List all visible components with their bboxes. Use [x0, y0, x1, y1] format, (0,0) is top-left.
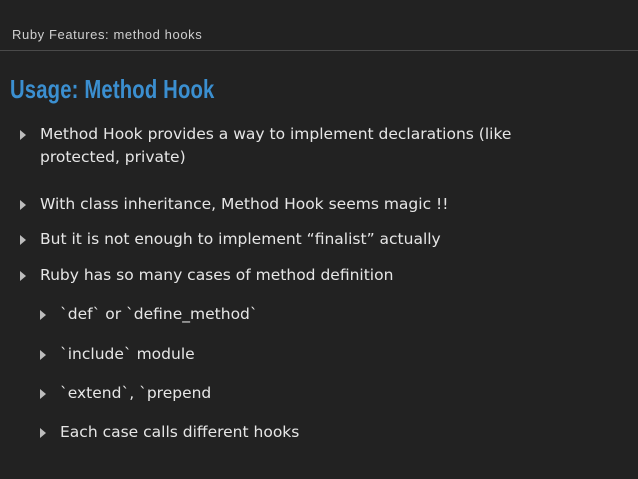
sub-bullet-item [40, 303, 560, 326]
sub-bullet-text: `include` module [60, 345, 195, 363]
bullet-text: Method Hook provides a way to implement declarations (like protected, private) [40, 125, 512, 166]
slide-title: Usage: Method Hook [10, 74, 215, 104]
bullet-text: Ruby has so many cases of method definition [40, 266, 394, 284]
sub-bullet-item [40, 343, 560, 366]
bullet-arrow-icon [20, 130, 26, 140]
sub-bullet-item [40, 382, 560, 405]
sub-bullet-text: Each case calls different hooks [60, 423, 300, 441]
slide-header: Ruby Features: method hooks [12, 27, 203, 42]
bullet-arrow-icon [40, 428, 46, 438]
bullet-item [20, 193, 580, 216]
header-divider [0, 50, 638, 51]
bullet-arrow-icon [40, 350, 46, 360]
sub-bullet-text: `def` or `define_method` [60, 305, 258, 323]
bullet-text: With class inheritance, Method Hook seems magic !! [40, 195, 449, 213]
bullet-arrow-icon [20, 235, 26, 245]
bullet-item [20, 264, 580, 287]
bullet-arrow-icon [20, 200, 26, 210]
bullet-text: But it is not enough to implement “finalist” actually [40, 230, 441, 248]
bullet-arrow-icon [40, 310, 46, 320]
sub-bullet-text: `extend`, `prepend [60, 384, 212, 402]
bullet-item [20, 228, 580, 251]
bullet-item [20, 123, 580, 169]
bullet-arrow-icon [20, 271, 26, 281]
sub-bullet-item [40, 421, 560, 444]
bullet-arrow-icon [40, 389, 46, 399]
